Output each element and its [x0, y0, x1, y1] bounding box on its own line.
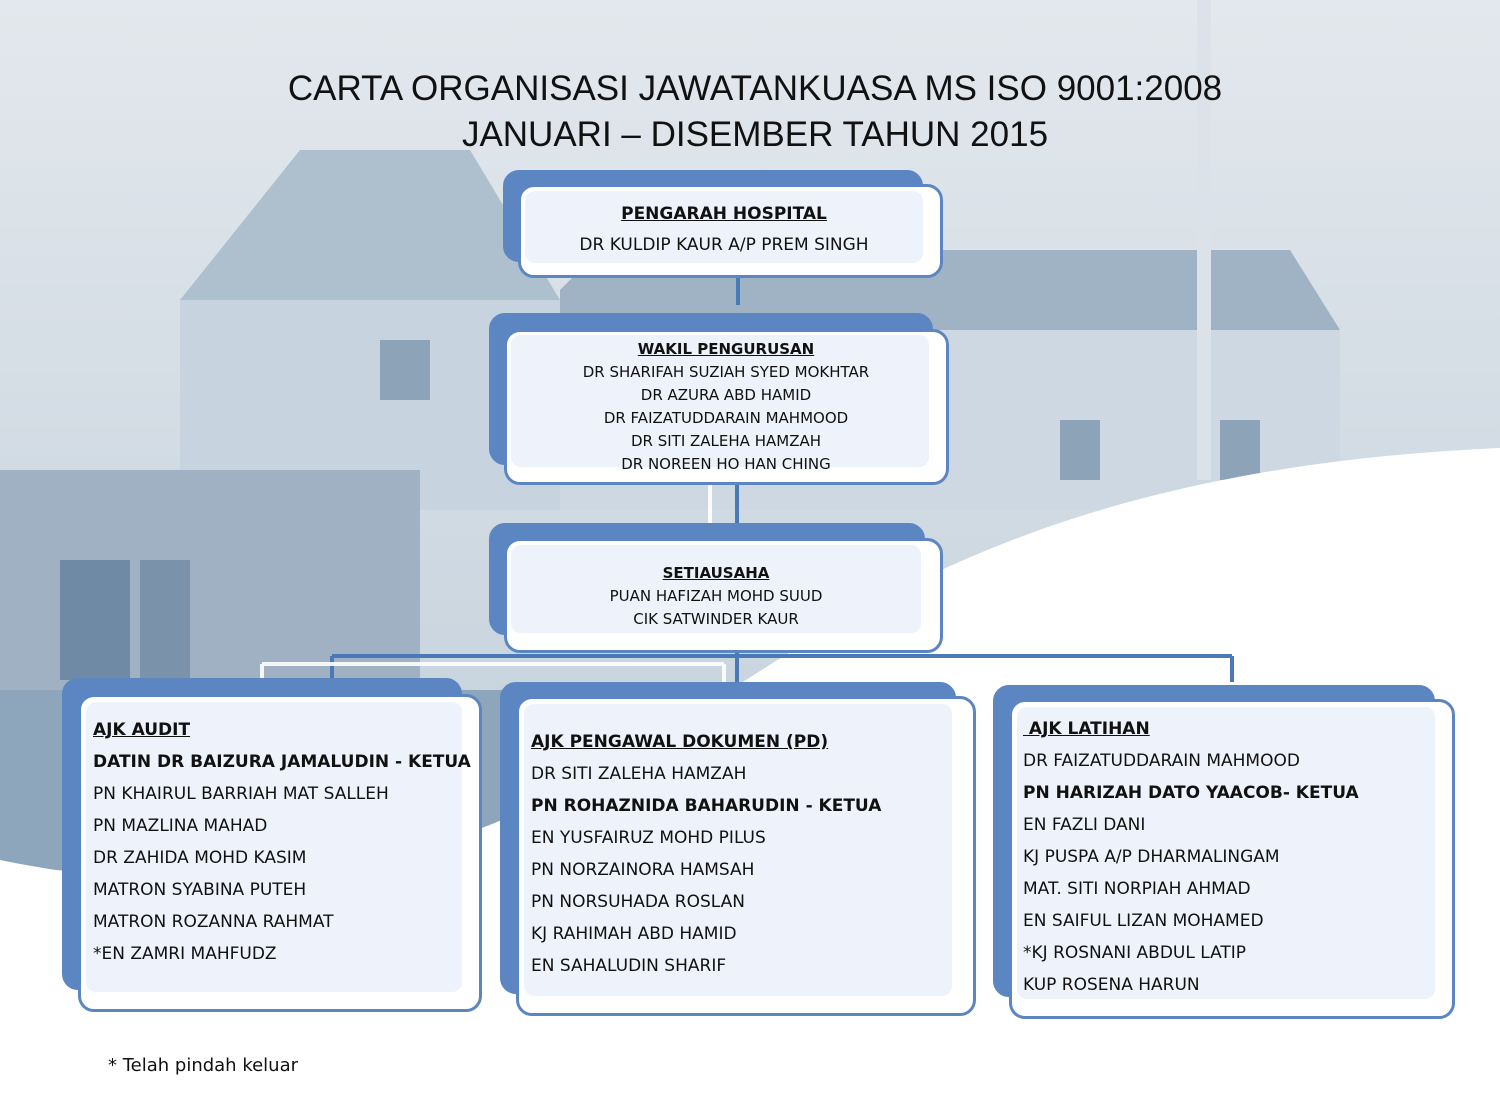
ajk-latihan-member: KUP ROSENA HARUN	[1023, 975, 1200, 995]
ajk-latihan-heading: AJK LATIHAN	[1023, 719, 1150, 739]
setiausaha-member: CIK SATWINDER KAUR	[633, 610, 799, 628]
footnote: * Telah pindah keluar	[108, 1055, 299, 1076]
ajk-latihan-member: KJ PUSPA A/P DHARMALINGAM	[1023, 847, 1280, 867]
wakil-member: DR FAIZATUDDARAIN MAHMOOD	[603, 409, 849, 427]
ajk-latihan-member: *KJ ROSNANI ABDUL LATIP	[1023, 943, 1247, 963]
ajk-pd-heading: AJK PENGAWAL DOKUMEN (PD)	[531, 732, 829, 752]
card-setiausaha	[489, 523, 943, 653]
card-pengarah-hospital	[503, 170, 943, 280]
setiausaha-text	[511, 562, 921, 631]
ajk-pd-member: EN SAHALUDIN SHARIF	[531, 956, 727, 976]
pengarah-text	[525, 200, 923, 262]
wakil-member: DR SITI ZALEHA HAMZAH	[630, 432, 822, 450]
ajk-latihan-member: EN SAIFUL LIZAN MOHAMED	[1023, 911, 1264, 931]
chart-title-line-2: JANUARI – DISEMBER TAHUN 2015	[461, 115, 1049, 154]
ajk-audit-member: DATIN DR BAIZURA JAMALUDIN - KETUA	[93, 752, 471, 772]
ajk-audit-member: DR ZAHIDA MOHD KASIM	[93, 848, 307, 868]
card-wakil-pengurusan	[489, 313, 949, 485]
ajk-audit-member: PN KHAIRUL BARRIAH MAT SALLEH	[93, 784, 389, 804]
card-ajk-audit	[62, 678, 482, 1012]
pengarah-name: DR KULDIP KAUR A/P PREM SINGH	[579, 235, 869, 255]
wakil-text	[511, 338, 941, 476]
ajk-latihan-member: MAT. SITI NORPIAH AHMAD	[1023, 879, 1251, 899]
ajk-latihan-member: PN HARIZAH DATO YAACOB- KETUA	[1023, 783, 1359, 803]
ajk-pd-member: DR SITI ZALEHA HAMZAH	[531, 764, 747, 784]
wakil-heading: WAKIL PENGURUSAN	[637, 340, 815, 358]
ajk-audit-member: MATRON ROZANNA RAHMAT	[93, 912, 334, 932]
ajk-latihan-member: DR FAIZATUDDARAIN MAHMOOD	[1023, 751, 1300, 771]
ajk-pd-member: PN ROHAZNIDA BAHARUDIN - KETUA	[531, 796, 882, 816]
card-ajk-latihan	[993, 685, 1455, 1019]
ajk-audit-member: PN MAZLINA MAHAD	[93, 816, 268, 836]
setiausaha-heading: SETIAUSAHA	[662, 564, 770, 582]
ajk-audit-member: MATRON SYABINA PUTEH	[93, 880, 307, 900]
ajk-pd-member: PN NORZAINORA HAMSAH	[531, 860, 755, 880]
ajk-pd-member: PN NORSUHADA ROSLAN	[531, 892, 745, 912]
chart-title-line-1: CARTA ORGANISASI JAWATANKUASA MS ISO 9001:2008	[287, 69, 1223, 108]
ajk-audit-heading: AJK AUDIT	[93, 720, 191, 740]
wakil-member: DR NOREEN HO HAN CHING	[621, 455, 831, 473]
wakil-member: DR AZURA ABD HAMID	[640, 386, 812, 404]
ajk-latihan-text	[1023, 713, 1359, 1001]
ajk-pd-text	[531, 726, 881, 982]
ajk-pd-member: KJ RAHIMAH ABD HAMID	[531, 924, 737, 944]
ajk-audit-text	[93, 714, 471, 970]
ajk-pd-member: EN YUSFAIRUZ MOHD PILUS	[531, 828, 766, 848]
pengarah-heading: PENGARAH HOSPITAL	[621, 204, 827, 224]
ajk-latihan-member: EN FAZLI DANI	[1023, 815, 1146, 835]
ajk-audit-member: *EN ZAMRI MAHFUDZ	[93, 944, 277, 964]
setiausaha-member: PUAN HAFIZAH MOHD SUUD	[609, 587, 823, 605]
card-ajk-pengawal-dokumen	[500, 682, 976, 1016]
wakil-member: DR SHARIFAH SUZIAH SYED MOKHTAR	[582, 363, 870, 381]
